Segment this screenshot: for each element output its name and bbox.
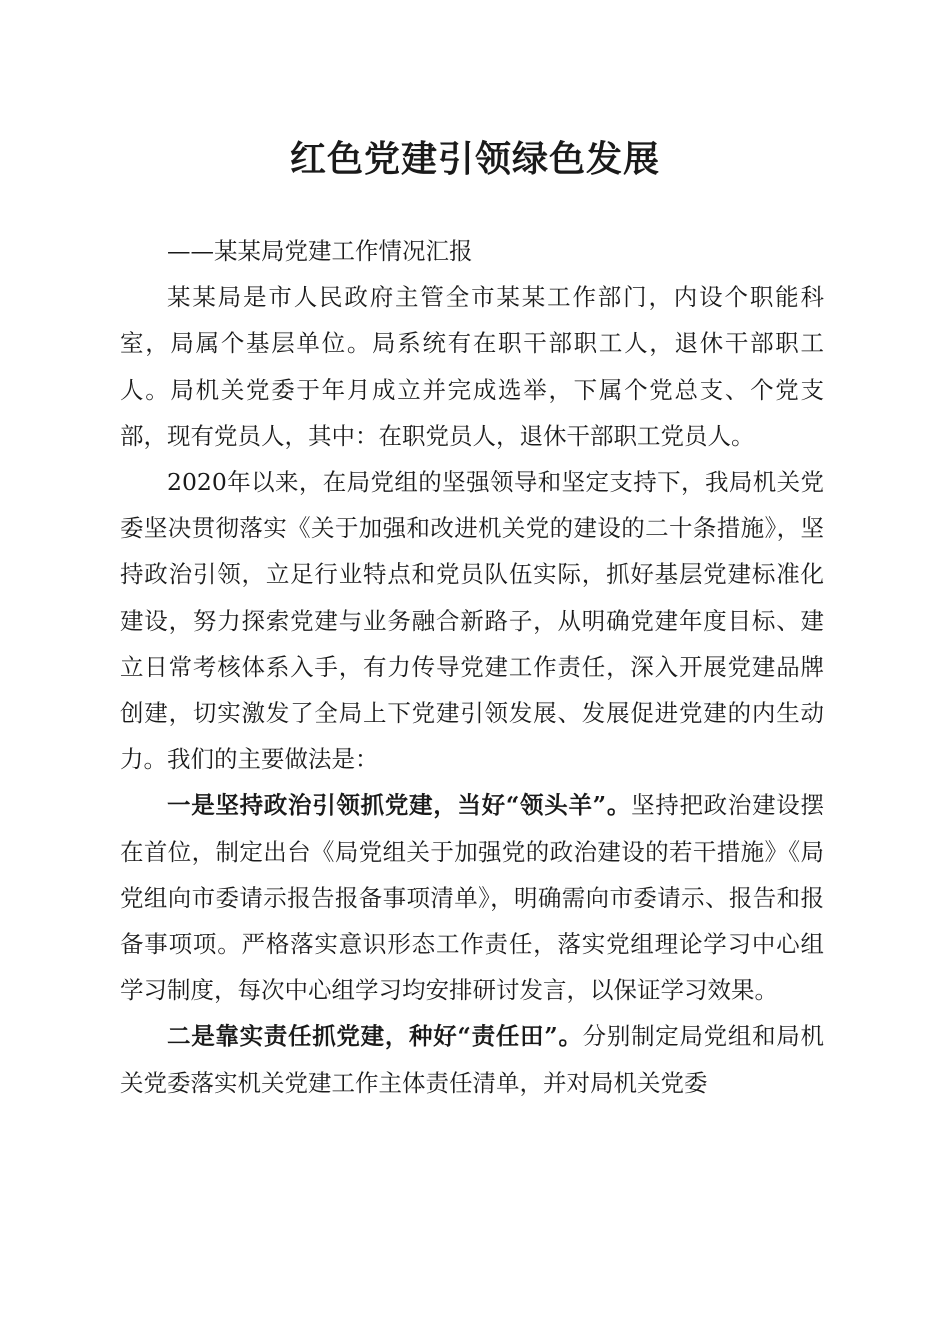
document-body: [120, 228, 824, 1106]
paragraph-lead-heading: 二是靠实责任抓党建，种好“责任田”。: [167, 1022, 583, 1051]
paragraph-overview: 2020年以来，在局党组的坚强领导和坚定支持下，我局机关党委坚决贯彻落实《关于加强和改进机关党的建设的二十条措施》，坚持政治引领，立足行业特点和党员队伍实际，抓好基层党建标准化建设，努力探索党建与业务融合新路子，从明确党建年度目标、建立日常考核体系入手，有力传导党建工作责任，深入开展党建品牌创建，切实激发了全局上下党建引领发展、发展促进党建的内生动力。我们的主要做法是：: [120, 468, 824, 774]
paragraph-lead-heading: 一是坚持政治引领抓党建，当好“领头羊”。: [167, 791, 632, 820]
paragraph-intro: 某某局是市人民政府主管全市某某工作部门，内设个职能科室，局属个基层单位。局系统有在职干部职工人，退休干部职工人。局机关党委于年月成立并完成选举，下属个党总支、个党支部，现有党员人，其中：在职党员人，退休干部职工党员人。: [120, 283, 824, 450]
document-title: 红色党建引领绿色发展: [289, 138, 660, 180]
paragraph-text: 坚持把政治建设摆在首位，制定出台《局党组关于加强党的政治建设的若干措施》《局党组向市委请示报告报备事项清单》，明确需向市委请示、报告和报备事项项。严格落实意识形态工作责任，落实党组理论学习中心组学习制度，每次中心组学习均安排研讨发言，以保证学习效果。: [120, 791, 824, 1005]
paragraph-political-leadership: [120, 782, 824, 1013]
document-subtitle: ——某某局党建工作情况汇报: [167, 237, 473, 265]
paragraph-responsibility: [120, 1013, 824, 1105]
paragraph-text: 分别制定局党组和局机关党委落实机关党建工作主体责任清单，并对局机关党委: [120, 1022, 824, 1097]
